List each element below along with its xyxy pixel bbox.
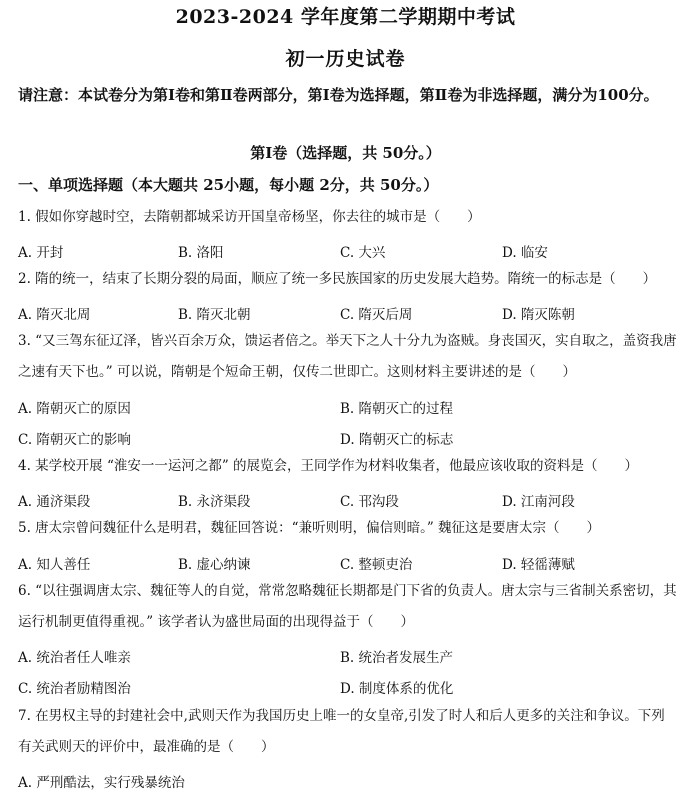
question-6-option-b: B. 统治者发展生产 [340, 650, 454, 666]
question-2-option-b: B. 隋灭北朝 [178, 307, 251, 323]
question-2-option-a: A. 隋灭北周 [18, 307, 91, 323]
question-4-stem: 4. 某学校开展 “淮安一一运河之都” 的展览会，王同学作为材料收集者，他最应该收取的资料是（ ） [18, 458, 639, 474]
question-6-option-d: D. 制度体系的优化 [340, 681, 454, 697]
question-3-option-c: C. 隋朝灭亡的影响 [18, 432, 131, 448]
question-2-option-d: D. 隋灭陈朝 [502, 307, 575, 323]
question-3-stem: 3. “又三驾东征辽泽，皆兴百余万众，馈运者倍之。举天下之人十分九为盗贼。身丧国灭，实自取之，盖资我唐之速有天下也。” 可以说，隋朝是个短命王朝，仅传二世即亡。这则材料主要讲述的是（ ） [18, 333, 677, 380]
question-7-stem: 7. 在男权主导的封建社会中,武则天作为我国历史上唯一的女皇帝,引发了时人和后人更多的关注和争议。下列有关武则天的评价中，最准确的是（ ） [18, 708, 665, 755]
question-6-option-c: C. 统治者励精图治 [18, 681, 131, 697]
exam-title: 2023-2024 学年度第二学期期中考试 [175, 6, 516, 28]
question-4-option-c: C. 邗沟段 [340, 494, 399, 510]
question-7-option-a: A. 严刑酷法，实行残暴统治 [18, 775, 185, 791]
exam-subtitle: 初一历史试卷 [285, 48, 406, 70]
question-4-option-b: B. 永济渠段 [178, 494, 251, 510]
part-title: 一、单项选择题（本大题共 25小题，每小题 2分，共 50分。） [18, 176, 439, 194]
question-2-stem: 2. 隋的统一，结束了长期分裂的局面，顺应了统一多民族国家的历史发展大趋势。隋统一的标志是（ ） [18, 271, 657, 287]
question-4-option-d: D. 江南河段 [502, 494, 575, 510]
section-title: 第Ⅰ卷（选择题，共 50分。） [250, 144, 441, 162]
question-4-option-a: A. 通济渠段 [18, 494, 91, 510]
question-1-option-b: B. 洛阳 [178, 245, 224, 261]
question-1-stem: 1. 假如你穿越时空，去隋朝都城采访开国皇帝杨坚，你去往的城市是（ ） [18, 209, 481, 225]
question-5-option-a: A. 知人善任 [18, 557, 91, 573]
question-1-option-c: C. 大兴 [340, 245, 386, 261]
exam-notice: 请注意：本试卷分为第Ⅰ卷和第Ⅱ卷两部分，第Ⅰ卷为选择题，第Ⅱ卷为非选择题，满分为100分。 [18, 86, 659, 104]
question-6-option-a: A. 统治者任人唯亲 [18, 650, 131, 666]
question-3-option-d: D. 隋朝灭亡的标志 [340, 432, 454, 448]
question-5-option-b: B. 虚心纳谏 [178, 557, 251, 573]
question-1-option-a: A. 开封 [18, 245, 64, 261]
question-5-option-d: D. 轻徭薄赋 [502, 557, 575, 573]
question-6-stem: 6. “以往强调唐太宗、魏征等人的自觉，常常忽略魏征长期都是门下省的负责人。唐太宗与三省制关系密切，其运行机制更值得重视。” 该学者认为盛世局面的出现得益于（ ） [18, 583, 677, 630]
question-5-option-c: C. 整顿吏治 [340, 557, 413, 573]
question-1-option-d: D. 临安 [502, 245, 548, 261]
question-5-stem: 5. 唐太宗曾问魏征什么是明君，魏征回答说：“兼听则明，偏信则暗。” 魏征这是要唐太宗（ ） [18, 520, 601, 536]
question-2-option-c: C. 隋灭后周 [340, 307, 413, 323]
question-3-option-b: B. 隋朝灭亡的过程 [340, 401, 454, 417]
question-3-option-a: A. 隋朝灭亡的原因 [18, 401, 131, 417]
